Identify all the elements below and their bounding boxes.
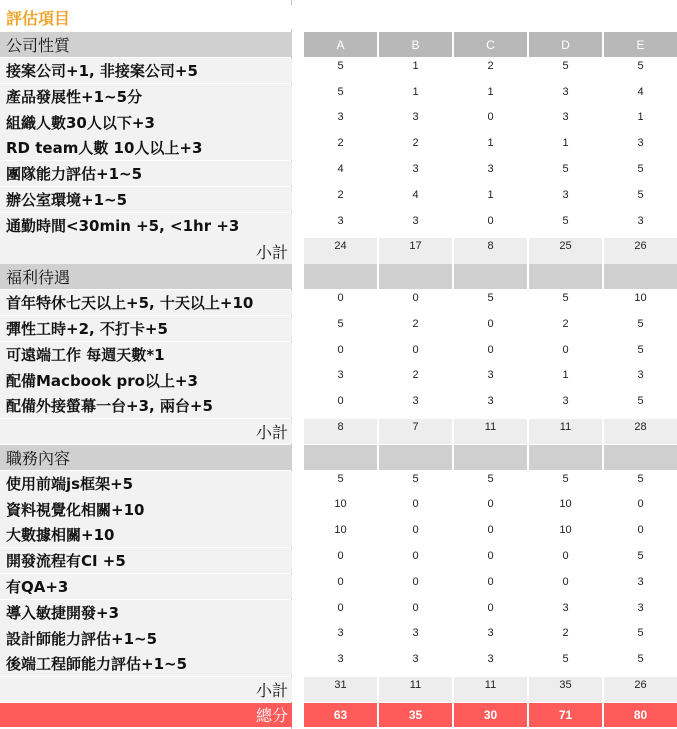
score-cell-D[interactable]: 0 xyxy=(562,550,569,562)
score-cell-E[interactable]: 5 xyxy=(637,343,644,356)
score-cell-E[interactable]: 3 xyxy=(637,369,644,382)
score-cell-C[interactable]: 0 xyxy=(487,343,494,356)
total-cell-B[interactable]: 35 xyxy=(379,703,452,727)
criterion-label: 團隊能力評估+1~5 xyxy=(0,161,292,186)
criterion-label: 可遠端工作 每週天數*1 xyxy=(0,342,292,367)
score-cell-E[interactable]: 5 xyxy=(637,317,644,330)
scores-grid xyxy=(304,0,677,729)
score-row[interactable] xyxy=(304,316,677,341)
score-cell-C[interactable]: 0 xyxy=(487,550,494,562)
score-cell-C[interactable]: 0 xyxy=(487,498,494,511)
section-header: 職務內容 xyxy=(0,445,292,470)
criterion-label: 辦公室環境+1~5 xyxy=(0,187,292,212)
section-cell-D[interactable] xyxy=(529,445,602,470)
score-cell-B[interactable]: 0 xyxy=(412,498,419,511)
score-cell-C[interactable]: 5 xyxy=(487,292,494,304)
score-row[interactable] xyxy=(304,600,677,625)
score-cell-A[interactable]: 0 xyxy=(337,550,344,562)
score-cell-C[interactable]: 0 xyxy=(487,214,494,227)
score-cell-E[interactable]: 5 xyxy=(637,395,644,408)
score-row[interactable] xyxy=(304,342,677,367)
score-cell-A[interactable]: 0 xyxy=(337,575,344,588)
sheet-title: 評估項目 xyxy=(0,5,292,29)
score-cell-C[interactable]: 0 xyxy=(487,575,494,588)
score-cell-C[interactable]: 5 xyxy=(487,472,494,485)
score-cell-E[interactable]: 5 xyxy=(637,550,644,562)
section-cell-E[interactable] xyxy=(604,445,677,470)
criterion-label: RD team人數 10人以上+3 xyxy=(0,135,292,160)
total-cell-E[interactable]: 80 xyxy=(604,703,677,727)
score-cell-D[interactable]: 5 xyxy=(562,653,569,666)
score-cell-B[interactable]: 0 xyxy=(412,292,419,304)
score-cell-D[interactable]: 5 xyxy=(562,163,569,175)
score-cell-E[interactable]: 0 xyxy=(637,498,644,511)
score-cell-A[interactable]: 3 xyxy=(337,111,344,124)
score-row[interactable] xyxy=(304,393,677,418)
score-row[interactable] xyxy=(304,161,677,186)
section-header: 福利待遇 xyxy=(0,264,292,289)
score-cell-D[interactable]: 3 xyxy=(562,395,569,408)
score-cell-C[interactable]: 3 xyxy=(487,369,494,382)
score-cell-A[interactable]: 0 xyxy=(337,343,344,356)
subtotal-cell-A[interactable]: 31 xyxy=(304,677,377,702)
score-cell-C[interactable]: 3 xyxy=(487,627,494,640)
score-cell-C[interactable]: 0 xyxy=(487,317,494,330)
score-cell-E[interactable]: 3 xyxy=(637,214,644,227)
score-cell-D[interactable]: 3 xyxy=(562,85,569,98)
column-header-D[interactable]: D xyxy=(529,32,602,57)
score-cell-B[interactable]: 2 xyxy=(412,317,419,330)
subtotal-cell-B[interactable]: 17 xyxy=(379,238,452,263)
subtotal-cell-C[interactable]: 8 xyxy=(454,238,527,263)
criterion-label: 資料視覺化相關+10 xyxy=(0,496,292,521)
criterion-label: 配備外接螢幕一台+3, 兩台+5 xyxy=(0,393,292,418)
score-cell-C[interactable]: 0 xyxy=(487,111,494,124)
column-header-C[interactable]: C xyxy=(454,32,527,57)
score-cell-A[interactable]: 3 xyxy=(337,653,344,666)
subtotal-row[interactable] xyxy=(304,419,677,444)
section-cell-B[interactable] xyxy=(379,445,452,470)
score-cell-B[interactable]: 3 xyxy=(412,395,419,408)
score-cell-D[interactable]: 1 xyxy=(562,369,569,382)
subtotal-cell-C[interactable]: 11 xyxy=(454,419,527,444)
criterion-label: 接案公司+1, 非接案公司+5 xyxy=(0,58,292,83)
score-cell-A[interactable]: 4 xyxy=(337,163,344,175)
score-cell-E[interactable]: 10 xyxy=(634,292,647,304)
score-cell-D[interactable]: 5 xyxy=(562,214,569,227)
score-cell-D[interactable]: 0 xyxy=(562,343,569,356)
score-row[interactable] xyxy=(304,522,677,547)
subtotal-cell-A[interactable]: 8 xyxy=(304,419,377,444)
score-cell-D[interactable]: 1 xyxy=(562,137,569,150)
score-cell-E[interactable]: 5 xyxy=(637,59,644,72)
section-cell-E[interactable] xyxy=(604,264,677,289)
score-row[interactable] xyxy=(304,109,677,134)
criterion-label: 產品發展性+1~5分 xyxy=(0,84,292,109)
score-cell-C[interactable]: 2 xyxy=(487,59,494,72)
score-cell-A[interactable]: 2 xyxy=(337,137,344,150)
score-row[interactable] xyxy=(304,135,677,160)
score-cell-E[interactable]: 5 xyxy=(637,188,644,201)
subtotal-cell-B[interactable]: 7 xyxy=(379,419,452,444)
criterion-label: 首年特休七天以上+5, 十天以上+10 xyxy=(0,290,292,315)
score-cell-E[interactable]: 5 xyxy=(637,653,644,666)
section-cell-D[interactable] xyxy=(529,264,602,289)
score-cell-E[interactable]: 5 xyxy=(637,627,644,640)
score-row[interactable] xyxy=(304,290,677,315)
subtotal-row[interactable] xyxy=(304,238,677,263)
score-cell-D[interactable]: 3 xyxy=(562,111,569,124)
score-cell-B[interactable]: 0 xyxy=(412,601,419,614)
criterion-label: 設計師能力評估+1~5 xyxy=(0,625,292,650)
criteria-column xyxy=(0,0,292,729)
criterion-label: 有QA+3 xyxy=(0,574,292,599)
score-cell-B[interactable]: 3 xyxy=(412,111,419,124)
score-cell-E[interactable]: 3 xyxy=(637,137,644,150)
score-cell-B[interactable]: 4 xyxy=(412,188,419,201)
score-cell-B[interactable]: 0 xyxy=(412,343,419,356)
criterion-label: 通勤時間<30min +5, <1hr +3 xyxy=(0,213,292,238)
score-cell-D[interactable]: 5 xyxy=(562,292,569,304)
subtotal-cell-D[interactable]: 35 xyxy=(529,677,602,702)
score-cell-B[interactable]: 0 xyxy=(412,550,419,562)
score-cell-E[interactable]: 3 xyxy=(637,575,644,588)
score-cell-B[interactable]: 1 xyxy=(412,85,419,98)
total-label: 總分 xyxy=(0,703,292,727)
score-cell-C[interactable]: 1 xyxy=(487,188,494,201)
score-cell-A[interactable]: 5 xyxy=(337,59,344,72)
score-cell-C[interactable]: 3 xyxy=(487,653,494,666)
score-row[interactable] xyxy=(304,651,677,676)
score-cell-A[interactable]: 3 xyxy=(337,369,344,382)
column-header-A[interactable]: A xyxy=(304,32,377,57)
subtotal-cell-E[interactable]: 28 xyxy=(604,419,677,444)
score-cell-D[interactable]: 2 xyxy=(562,317,569,330)
column-header-row[interactable] xyxy=(304,32,677,57)
criterion-label: 導入敏捷開發+3 xyxy=(0,600,292,625)
criterion-label: 組織人數30人以下+3 xyxy=(0,109,292,134)
criterion-label: 開發流程有CI +5 xyxy=(0,548,292,573)
score-cell-A[interactable]: 0 xyxy=(337,395,344,408)
score-row[interactable] xyxy=(304,213,677,238)
score-cell-B[interactable]: 3 xyxy=(412,627,419,640)
score-cell-A[interactable]: 10 xyxy=(334,524,347,537)
score-cell-E[interactable]: 4 xyxy=(637,85,644,98)
section-cell-A[interactable] xyxy=(304,264,377,289)
score-row[interactable] xyxy=(304,548,677,573)
subtotal-cell-D[interactable]: 11 xyxy=(529,419,602,444)
score-row[interactable] xyxy=(304,471,677,496)
score-cell-C[interactable]: 1 xyxy=(487,137,494,150)
score-cell-D[interactable]: 10 xyxy=(559,498,572,511)
score-cell-B[interactable]: 3 xyxy=(412,163,419,175)
score-cell-A[interactable]: 0 xyxy=(337,292,344,304)
score-cell-A[interactable]: 5 xyxy=(337,85,344,98)
score-cell-D[interactable]: 0 xyxy=(562,575,569,588)
criterion-label: 配備Macbook pro以上+3 xyxy=(0,367,292,392)
subtotal-cell-C[interactable]: 11 xyxy=(454,677,527,702)
score-cell-D[interactable]: 2 xyxy=(562,627,569,640)
score-cell-C[interactable]: 1 xyxy=(487,85,494,98)
total-cell-A[interactable]: 63 xyxy=(304,703,377,727)
section-spacer-row[interactable] xyxy=(304,445,677,470)
score-cell-B[interactable]: 2 xyxy=(412,137,419,150)
score-row[interactable] xyxy=(304,187,677,212)
score-cell-A[interactable]: 0 xyxy=(337,601,344,614)
score-cell-A[interactable]: 3 xyxy=(337,214,344,227)
subtotal-cell-E[interactable]: 26 xyxy=(604,677,677,702)
section-cell-C[interactable] xyxy=(454,445,527,470)
score-row[interactable] xyxy=(304,367,677,392)
score-cell-E[interactable]: 1 xyxy=(637,111,644,124)
score-cell-B[interactable]: 2 xyxy=(412,369,419,382)
total-cell-C[interactable]: 30 xyxy=(454,703,527,727)
criterion-label: 後端工程師能力評估+1~5 xyxy=(0,651,292,676)
score-cell-A[interactable]: 2 xyxy=(337,188,344,201)
subtotal-cell-D[interactable]: 25 xyxy=(529,238,602,263)
criterion-label: 彈性工時+2, 不打卡+5 xyxy=(0,316,292,341)
subtotal-label: 小計 xyxy=(0,677,292,702)
score-row[interactable] xyxy=(304,574,677,599)
score-cell-D[interactable]: 5 xyxy=(562,59,569,72)
score-row[interactable] xyxy=(304,58,677,83)
score-cell-C[interactable]: 0 xyxy=(487,524,494,537)
section-header: 公司性質 xyxy=(0,32,292,57)
subtotal-cell-B[interactable]: 11 xyxy=(379,677,452,702)
subtotal-row[interactable] xyxy=(304,677,677,702)
total-cell-D[interactable]: 71 xyxy=(529,703,602,727)
score-cell-D[interactable]: 3 xyxy=(562,188,569,201)
score-cell-D[interactable]: 5 xyxy=(562,472,569,485)
score-cell-A[interactable]: 10 xyxy=(334,498,347,511)
score-cell-E[interactable]: 0 xyxy=(637,524,644,537)
subtotal-label: 小計 xyxy=(0,238,292,263)
subtotal-label: 小計 xyxy=(0,419,292,444)
score-cell-E[interactable]: 5 xyxy=(637,163,644,175)
score-cell-A[interactable]: 5 xyxy=(337,472,344,485)
score-cell-C[interactable]: 0 xyxy=(487,601,494,614)
score-cell-B[interactable]: 0 xyxy=(412,575,419,588)
total-row[interactable] xyxy=(304,703,677,727)
column-header-B[interactable]: B xyxy=(379,32,452,57)
criterion-label: 使用前端js框架+5 xyxy=(0,471,292,496)
score-cell-E[interactable]: 5 xyxy=(637,472,644,485)
section-cell-A[interactable] xyxy=(304,445,377,470)
score-row[interactable] xyxy=(304,84,677,109)
criterion-label: 大數據相關+10 xyxy=(0,522,292,547)
score-cell-E[interactable]: 3 xyxy=(637,601,644,614)
score-row[interactable] xyxy=(304,625,677,650)
score-cell-A[interactable]: 3 xyxy=(337,627,344,640)
score-cell-B[interactable]: 3 xyxy=(412,214,419,227)
score-cell-C[interactable]: 3 xyxy=(487,163,494,175)
score-cell-B[interactable]: 3 xyxy=(412,653,419,666)
score-cell-A[interactable]: 5 xyxy=(337,317,344,330)
subtotal-cell-E[interactable]: 26 xyxy=(604,238,677,263)
score-cell-D[interactable]: 3 xyxy=(562,601,569,614)
section-cell-C[interactable] xyxy=(454,264,527,289)
score-cell-B[interactable]: 0 xyxy=(412,524,419,537)
score-cell-B[interactable]: 5 xyxy=(412,472,419,485)
section-spacer-row[interactable] xyxy=(304,264,677,289)
subtotal-cell-A[interactable]: 24 xyxy=(304,238,377,263)
column-header-E[interactable]: E xyxy=(604,32,677,57)
score-cell-B[interactable]: 1 xyxy=(412,59,419,72)
section-cell-B[interactable] xyxy=(379,264,452,289)
score-cell-D[interactable]: 10 xyxy=(559,524,572,537)
score-row[interactable] xyxy=(304,496,677,521)
score-cell-C[interactable]: 3 xyxy=(487,395,494,408)
